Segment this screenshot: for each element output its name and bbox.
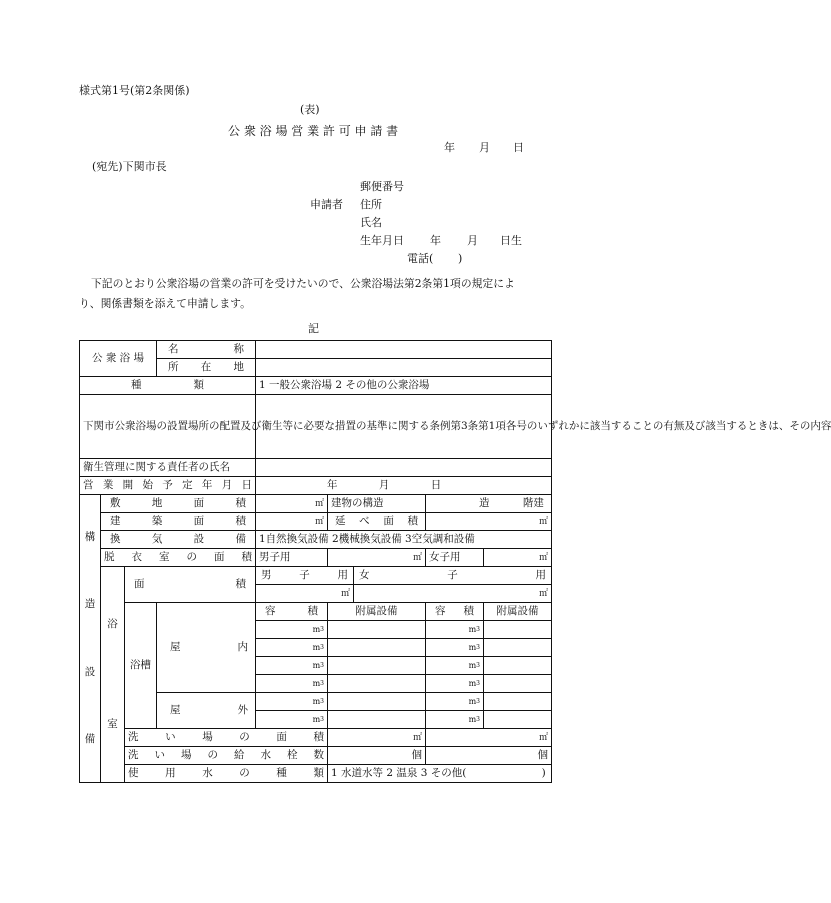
fittings-header-2: 附属設備 xyxy=(484,603,552,621)
location-label-cell: 所 在 地 xyxy=(157,359,256,377)
start-date-field[interactable]: 年 月 日 xyxy=(256,477,552,495)
washing-area-value-2[interactable]: ㎡ xyxy=(426,729,552,747)
mens-dressing-label: 男子用 xyxy=(256,549,328,567)
ventilation-value[interactable]: 1自然換気設備 2機械換気設備 3空気調和設備 xyxy=(256,531,552,549)
indoor-fittings-1[interactable] xyxy=(328,657,426,675)
outdoor-capacity-1[interactable]: $m^3$ xyxy=(256,711,328,729)
outdoor-fittings-1[interactable] xyxy=(328,693,426,711)
page-title: 公 衆 浴 場 営 業 許 可 申 請 書 xyxy=(228,124,399,138)
phone-close: ) xyxy=(458,252,463,265)
faucet-count-value-1[interactable]: 個 xyxy=(328,747,426,765)
ki-label: 記 xyxy=(308,322,319,335)
outdoor-capacity-2[interactable]: $m^3$ xyxy=(426,693,484,711)
ordinance-text: 下関市公衆浴場の設置場所の配置及び衛生等に必要な措置の基準に関する条例第3条第1項各号のいずれかに該当することの有無及び該当するときは、その内容 xyxy=(80,395,256,459)
bathhouse-name-field[interactable] xyxy=(256,341,552,359)
birthdate-label: 生年月日 xyxy=(360,234,404,247)
birth-year: 年 xyxy=(430,234,441,247)
faucet-row xyxy=(80,747,552,765)
indoor-label: 屋 内 xyxy=(157,603,256,693)
indoor-fittings-2[interactable] xyxy=(484,657,552,675)
type-value[interactable]: 1 一般公衆浴場 2 その他の公衆浴場 xyxy=(256,377,552,395)
building-area-value[interactable]: ㎡ xyxy=(256,513,328,531)
bath-area-label: 面 積 xyxy=(125,567,256,603)
womens-dressing-label: 女子用 xyxy=(426,549,484,567)
outdoor-label: 屋 外 xyxy=(157,693,256,729)
fittings-header-1: 附属設備 xyxy=(328,603,426,621)
start-date-row xyxy=(80,477,552,495)
men-area-label: 男 子 用 xyxy=(256,567,354,585)
indoor-capacity-2[interactable]: $m^3$ xyxy=(426,621,484,639)
phone-label: 電話( xyxy=(407,252,434,265)
birth-month: 月 xyxy=(467,234,478,247)
indoor-fittings-2[interactable] xyxy=(484,639,552,657)
outdoor-capacity-2[interactable]: $m^3$ xyxy=(426,711,484,729)
indoor-capacity-1[interactable]: $m^3$ xyxy=(256,657,328,675)
dressing-room-label: 脱 衣 室 の 面 積 xyxy=(101,549,256,567)
date-year: 年 xyxy=(444,141,455,154)
manager-field[interactable] xyxy=(256,459,552,477)
faucet-count-value-2[interactable]: 個 xyxy=(426,747,552,765)
indoor-capacity-2[interactable]: $m^3$ xyxy=(426,675,484,693)
floor-area-value[interactable]: ㎡ xyxy=(426,513,552,531)
birth-day: 日生 xyxy=(500,234,522,247)
indoor-fittings-1[interactable] xyxy=(328,639,426,657)
dressing-room-row xyxy=(80,549,552,567)
application-table xyxy=(79,340,831,783)
bathhouse-label: 公 衆 浴 場 xyxy=(80,341,157,377)
body-line-1: 下記のとおり公衆浴場の営業の許可を受けたいので、公衆浴場法第2条第1項の規定によ xyxy=(91,277,515,290)
name-label-cell: 名 称 xyxy=(157,341,256,359)
manager-label: 衛生管理に関する責任者の氏名 xyxy=(80,459,256,477)
water-type-row xyxy=(80,765,552,783)
bathhouse-name-row xyxy=(80,341,552,359)
ventilation-label: 換 気 設 備 xyxy=(101,531,256,549)
indoor-capacity-1[interactable]: $m^3$ xyxy=(256,675,328,693)
outdoor-capacity-1[interactable]: $m^3$ xyxy=(256,693,328,711)
applicant-label: 申請者 xyxy=(310,198,343,211)
name-label: 氏名 xyxy=(360,216,382,229)
capacity-header-2: 容 積 xyxy=(426,603,484,621)
indoor-fittings-2[interactable] xyxy=(484,621,552,639)
ventilation-row xyxy=(80,531,552,549)
date-month: 月 xyxy=(479,141,490,154)
bathroom-label: 浴 室 xyxy=(101,567,125,783)
indoor-fittings-1[interactable] xyxy=(328,621,426,639)
start-date-label: 営 業 開 始 予 定 年 月 日 xyxy=(80,477,256,495)
indoor-fittings-1[interactable] xyxy=(328,675,426,693)
address-label: 住所 xyxy=(360,198,382,211)
indoor-capacity-2[interactable]: $m^3$ xyxy=(426,639,484,657)
outdoor-fittings-1[interactable] xyxy=(328,711,426,729)
washing-area-label: 洗 い 場 の 面 積 xyxy=(125,729,328,747)
ordinance-row xyxy=(80,395,552,459)
site-area-row xyxy=(80,495,552,513)
women-area-label: 女 子 用 xyxy=(354,567,552,585)
postal-code-label: 郵便番号 xyxy=(360,180,404,193)
womens-dressing-value[interactable]: ㎡ xyxy=(484,549,552,567)
building-structure-value[interactable]: 造 階建 xyxy=(426,495,552,513)
bathtub-header-row xyxy=(80,603,552,621)
type-label: 種 類 xyxy=(80,377,256,395)
body-line-2: り、関係書類を添えて申請します。 xyxy=(79,297,251,310)
addressee: (宛先)下関市長 xyxy=(92,160,167,173)
bathhouse-location-field[interactable] xyxy=(256,359,552,377)
indoor-capacity-1[interactable]: $m^3$ xyxy=(256,621,328,639)
building-area-row xyxy=(80,513,552,531)
site-area-label: 敷 地 面 積 xyxy=(101,495,256,513)
indoor-fittings-2[interactable] xyxy=(484,675,552,693)
bathtub-label: 浴槽 xyxy=(125,603,157,729)
structure-equipment-label: 構 造 設 備 xyxy=(80,495,101,783)
manager-row xyxy=(80,459,552,477)
mens-dressing-value[interactable]: ㎡ xyxy=(328,549,426,567)
type-row xyxy=(80,377,552,395)
date-day: 日 xyxy=(513,141,524,154)
outdoor-fittings-2[interactable] xyxy=(484,693,552,711)
front-label: (表) xyxy=(300,103,320,116)
washing-area-row xyxy=(80,729,552,747)
form-number: 様式第1号(第2条関係) xyxy=(79,84,190,97)
indoor-capacity-1[interactable]: $m^3$ xyxy=(256,639,328,657)
building-structure-label: 建物の構造 xyxy=(328,495,426,513)
floor-area-label: 延 べ 面 積 xyxy=(328,513,426,531)
outdoor-fittings-2[interactable] xyxy=(484,711,552,729)
capacity-header-1: 容 積 xyxy=(256,603,328,621)
water-type-value[interactable]: 1 水道水等 2 温泉 3 その他( ) xyxy=(328,765,552,783)
bath-area-header-row xyxy=(80,567,552,585)
faucet-count-label: 洗 い 場 の 給 水 栓 数 xyxy=(125,747,328,765)
washing-area-value-1[interactable]: ㎡ xyxy=(328,729,426,747)
building-area-label: 建 築 面 積 xyxy=(101,513,256,531)
men-area-value[interactable]: ㎡ xyxy=(256,585,354,603)
indoor-capacity-2[interactable]: $m^3$ xyxy=(426,657,484,675)
site-area-value[interactable]: ㎡ xyxy=(256,495,328,513)
women-area-value[interactable]: ㎡ xyxy=(354,585,552,603)
water-type-label: 使 用 水 の 種 類 xyxy=(125,765,328,783)
